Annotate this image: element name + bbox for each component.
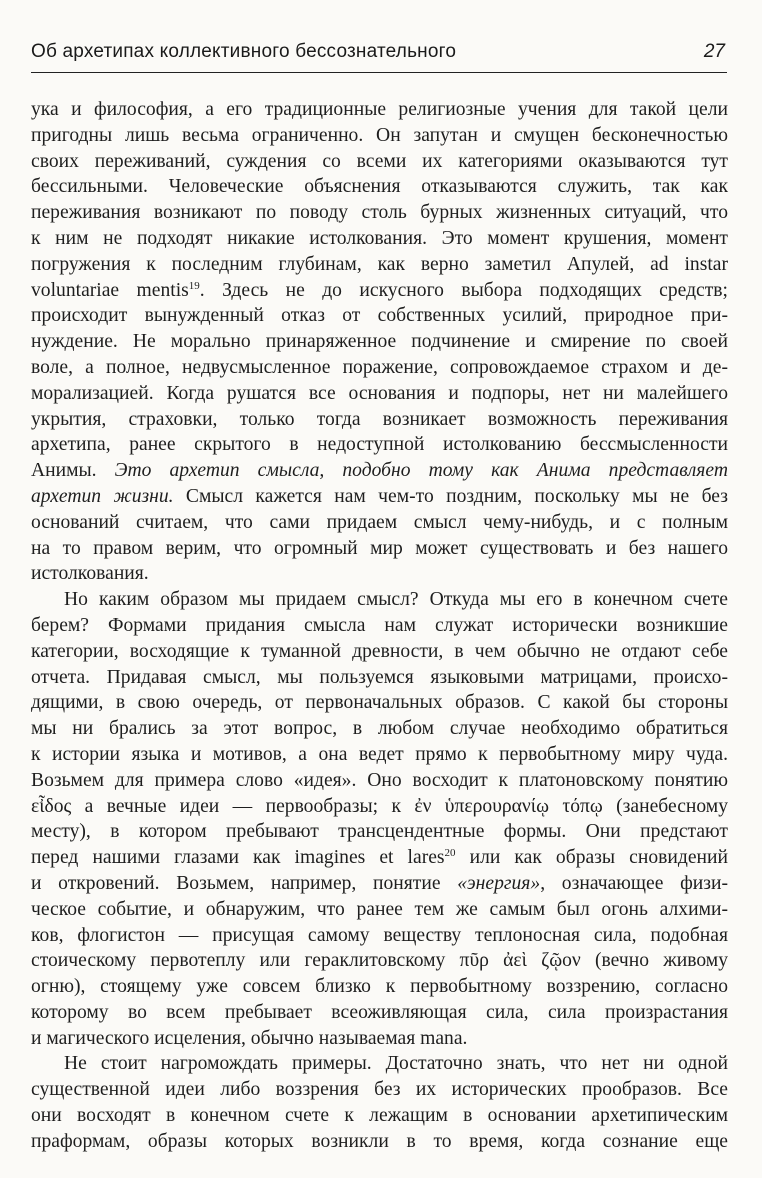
text-segment: к ним не подходят никакие истолкования. Это момент крушения, момент xyxy=(31,227,728,249)
italic-text: архетип жизни. xyxy=(31,485,174,507)
text-segment: Анимы. xyxy=(31,460,115,482)
text-segment: ков, флогистон — присущая самому веществу теплоносная сила, подобная xyxy=(31,924,728,946)
text-line xyxy=(31,407,728,433)
text-line xyxy=(31,123,728,149)
text-segment: происходит вынужденный отказ от собственных усилий, природное при- xyxy=(31,305,728,327)
text-line xyxy=(31,587,728,613)
text-line xyxy=(31,381,728,407)
text-line xyxy=(31,1077,728,1103)
text-line xyxy=(31,97,728,123)
text-line xyxy=(31,484,728,510)
text-line xyxy=(31,871,728,897)
text-segment: архетипа, ранее скрытого в недоступной истолкованию бессмысленности xyxy=(31,434,728,456)
text-line xyxy=(31,639,728,665)
body-text xyxy=(31,97,728,1155)
text-segment: дящими, в свою очередь, от первоначальных образов. С какой бы стороны xyxy=(31,692,728,714)
text-segment: Но каким образом мы придаем смысл? Откуда мы его в конечном счете xyxy=(64,589,728,611)
text-segment: мы ни брались за этот вопрос, в любом случае необходимо обратиться xyxy=(31,718,728,740)
text-segment: своих переживаний, суждения со всеми их категориями оказываются тут xyxy=(31,150,728,172)
text-line xyxy=(31,303,728,329)
text-segment: voluntariae mentis xyxy=(31,279,189,301)
text-segment: или как образы сновидений xyxy=(455,847,728,869)
text-segment: морализацией. Когда рушатся все основания и подпоры, нет ни малейшего xyxy=(31,382,728,404)
text-line xyxy=(31,536,728,562)
text-line xyxy=(31,665,728,691)
text-line xyxy=(31,200,728,226)
text-line xyxy=(31,510,728,536)
text-segment: Не стоит нагромождать примеры. Достаточно знать, что нет ни одной xyxy=(64,1053,728,1075)
text-line xyxy=(31,174,728,200)
text-segment: на то правом верим, что огромный мир может существовать и без нашего xyxy=(31,537,728,559)
text-segment: пригодны лишь весьма ограниченно. Он запутан и смущен бесконечностью xyxy=(31,124,728,146)
text-segment: берем? Формами придания смысла нам служат исторически возникшие xyxy=(31,614,728,636)
text-segment: и магического исцеления, обычно называемая mana. xyxy=(31,1027,468,1049)
text-segment: отчета. Придавая смысл, мы пользуемся языковыми матрицами, происхо- xyxy=(31,666,728,688)
text-line xyxy=(31,1026,728,1052)
footnote-ref[interactable]: 20 xyxy=(444,847,456,860)
text-line xyxy=(31,1051,728,1077)
text-segment: перед нашими глазами как imagines et lares xyxy=(31,847,445,869)
text-line xyxy=(31,613,728,639)
text-segment: которому во всем пребывает всеоживляющая сила, сила произрастания xyxy=(31,1001,728,1023)
text-line xyxy=(31,278,728,304)
text-line xyxy=(31,1000,728,1026)
text-line xyxy=(31,149,728,175)
text-line xyxy=(31,329,728,355)
page-number: 27 xyxy=(703,41,725,62)
text-segment: воле, а полное, недвусмысленное поражение, сопровождаемое страхом и де- xyxy=(31,356,728,378)
text-line xyxy=(31,458,728,484)
running-title: Об архетипах коллективного бессознательного xyxy=(31,41,457,62)
text-line xyxy=(31,768,728,794)
text-line xyxy=(31,819,728,845)
text-line xyxy=(31,432,728,458)
text-line xyxy=(31,923,728,949)
text-segment: . Здесь не до искусного выбора подходящих средств; xyxy=(199,279,728,301)
text-line xyxy=(31,355,728,381)
text-line xyxy=(31,974,728,1000)
text-line xyxy=(31,794,728,820)
text-segment: переживания возникают по поводу столь бурных жизненных ситуаций, что xyxy=(31,202,728,224)
text-line xyxy=(31,897,728,923)
italic-text: Это архетип смысла, подобно тому как Анима представляет xyxy=(114,460,728,482)
text-segment: εἶδος а вечные идеи — первообразы; к ἐν ὑπερουρανίῳ τόπῳ (занебесному xyxy=(31,795,728,817)
text-line xyxy=(31,252,728,278)
text-segment: и откровений. Возьмем, например, понятие xyxy=(31,872,458,894)
text-segment: погружения к последним глубинам, как верно заметил Апулей, ad instar xyxy=(31,253,728,275)
text-segment: , означающее физи- xyxy=(540,872,729,894)
text-line xyxy=(31,716,728,742)
text-segment: нуждение. Не морально принаряженное подчинение и смирение по своей xyxy=(31,331,728,353)
text-segment: Смысл кажется нам чем-то поздним, поскольку мы не без xyxy=(173,485,728,507)
text-segment: истолкования. xyxy=(31,563,149,585)
page-header xyxy=(31,38,727,73)
text-line xyxy=(31,226,728,252)
text-segment: ука и философия, а его традиционные религиозные учения для такой цели xyxy=(31,99,728,120)
text-segment: укрытия, страховки, только тогда возникает возможность переживания xyxy=(31,408,728,430)
text-segment: ческое событие, и обнаружим, что ранее тем же самым был огонь алхими- xyxy=(31,898,728,920)
text-line xyxy=(31,1129,728,1155)
text-line xyxy=(31,561,728,587)
footnote-ref[interactable]: 19 xyxy=(188,279,200,292)
text-line xyxy=(31,742,728,768)
text-line xyxy=(31,1103,728,1129)
text-segment: бессильными. Человеческие объяснения отказываются служить, так как xyxy=(31,176,728,198)
text-segment: месту), в котором пребывают трансцендентные формы. Они предстают xyxy=(31,821,728,843)
text-segment: стоическому первотеплу или гераклитовскому πῦρ ἀεὶ ζῷον (вечно живому xyxy=(31,950,728,972)
text-line xyxy=(31,948,728,974)
text-segment: существенной идеи либо воззрения без их исторических прообразов. Все xyxy=(31,1079,728,1101)
text-segment: огню), стоящему уже совсем близко к первобытному воззрению, согласно xyxy=(31,976,728,998)
text-line xyxy=(31,690,728,716)
text-segment: категории, восходящие к туманной древности, в чем обычно не отдают себе xyxy=(31,640,728,662)
text-segment: они восходят в конечном счете к лежащим в основании архетипическим xyxy=(31,1105,728,1127)
text-segment: оснований считаем, что сами придаем смысл чему-нибудь, и с полным xyxy=(31,511,728,533)
text-segment: Возьмем для примера слово «идея». Оно восходит к платоновскому понятию xyxy=(31,769,728,791)
text-segment: праформам, образы которых возникли в то время, когда сознание еще xyxy=(31,1130,728,1152)
italic-text: «энергия» xyxy=(457,872,541,894)
text-segment: к истории языка и мотивов, а она ведет прямо к первобытному миру чуда. xyxy=(31,743,728,765)
text-line xyxy=(31,845,728,871)
